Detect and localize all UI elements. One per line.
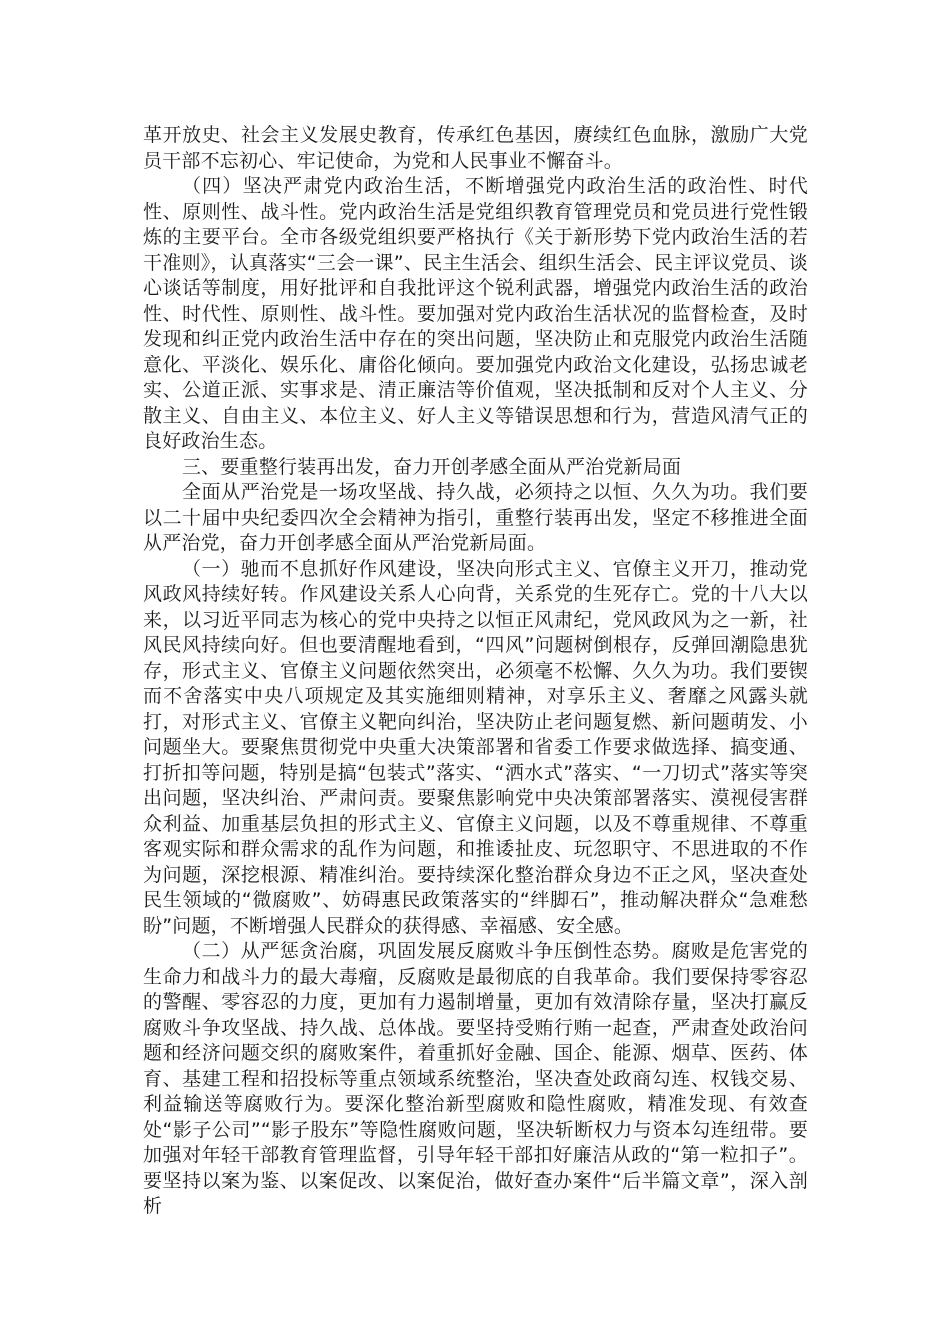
document-body [143,123,808,1220]
paragraph-continuation: 革开放史、社会主义发展史教育，传承红色基因，赓续红色血脉，激励广大党员干部不忘初心、牢记使命，为党和人民事业不懈奋斗。 [143,124,808,172]
paragraph-section-4: （四）坚决严肃党内政治生活，不断增强党内政治生活的政治性、时代性、原则性、战斗性。党内政治生活是党组织教育管理党员和党员进行党性锻炼的主要平台。全市各级党组织要严格执行《关于新形势下党内政治生活的若干准则》，认真落实“三会一课”、民主生活会、组织生活会、民主评议党员、谈心谈话等制度，用好批评和自我批评这个锐利武器，增强党内政治生活的政治性、时代性、原则性、战斗性。要加强对党内政治生活状况的监督检查，及时发现和纠正党内政治生活中存在的突出问题，坚决防止和克服党内政治生活随意化、平淡化、娱乐化、庸俗化倾向。要加强党内政治文化建设，弘扬忠诚老实、公道正派、实事求是、清正廉洁等价值观，坚决抵制和反对个人主义、分散主义、自由主义、本位主义、好人主义等错误思想和行为，营造风清气正的良好政治生态。 [143,175,808,452]
paragraph-item-2: （二）从严惩贪治腐，巩固发展反腐败斗争压倒性态势。腐败是危害党的生命力和战斗力的最大毒瘤，反腐败是最彻底的自我革命。我们要保持零容忍的警醒、零容忍的力度，更加有力遏制增量，更加有效清除存量，坚决打赢反腐败斗争攻坚战、持久战、总体战。要坚持受贿行贿一起查，严肃查处政治问题和经济问题交织的腐败案件，着重抓好金融、国企、能源、烟草、医药、体育、基建工程和招投标等重点领域系统整治，坚决查处政商勾连、权钱交易、利益输送等腐败行为。要深化整治新型腐败和隐性腐败，精准发现、有效查处“影子公司”“影子股东”等隐性腐败问题，坚决斩断权力与资本勾连纽带。要加强对年轻干部教育管理监督，引导年轻干部扣好廉洁从政的“第一粒扣子”。要坚持以案为鉴、以案促改、以案促治，做好查办案件“后半篇文章”，深入剖析 [143,940,808,1217]
paragraph-item-1: （一）驰而不息抓好作风建设，坚决向形式主义、官僚主义开刀，推动党风政风持续好转。作风建设关系人心向背，关系党的生死存亡。党的十八大以来，以习近平同志为核心的党中央持之以恒正风肃纪，党风政风为之一新，社风民风持续向好。但也要清醒地看到，“四风”问题树倒根存，反弹回潮隐患犹存，形式主义、官僚主义问题依然突出，必须毫不松懈、久久为功。我们要锲而不舍落实中央八项规定及其实施细则精神，对享乐主义、奢靡之风露头就打，对形式主义、官僚主义靶向纠治，坚决防止老问题复燃、新问题萌发、小问题坐大。要聚焦贯彻党中央重大决策部署和省委工作要求做选择、搞变通、打折扣等问题，特别是搞“包装式”落实、“洒水式”落实、“一刀切式”落实等突出问题，坚决纠治、严肃问责。要聚焦影响党中央决策部署落实、漠视侵害群众利益、加重基层负担的形式主义、官僚主义问题，以及不尊重规律、不尊重客观实际和群众需求的乱作为问题，和推诿扯皮、玩忽职守、不思进取的不作为问题，深挖根源、精准纠治。要持续深化整治群众身边不正之风，坚决查处民生领域的“微腐败”、妨碍惠民政策落实的“绊脚石”，推动解决群众“急难愁盼”问题，不断增强人民群众的获得感、幸福感、安全感。 [143,557,808,937]
paragraph-intro: 全面从严治党是一场攻坚战、持久战，必须持之以恒、久久为功。我们要以二十届中央纪委四次全会精神为指引，重整行装再出发，坚定不移推进全面从严治党，奋力开创孝感全面从严治党新局面。 [143,481,808,554]
section-heading-3: 三、要重整行装再出发，奋力开创孝感全面从严治党新局面 [181,455,682,478]
